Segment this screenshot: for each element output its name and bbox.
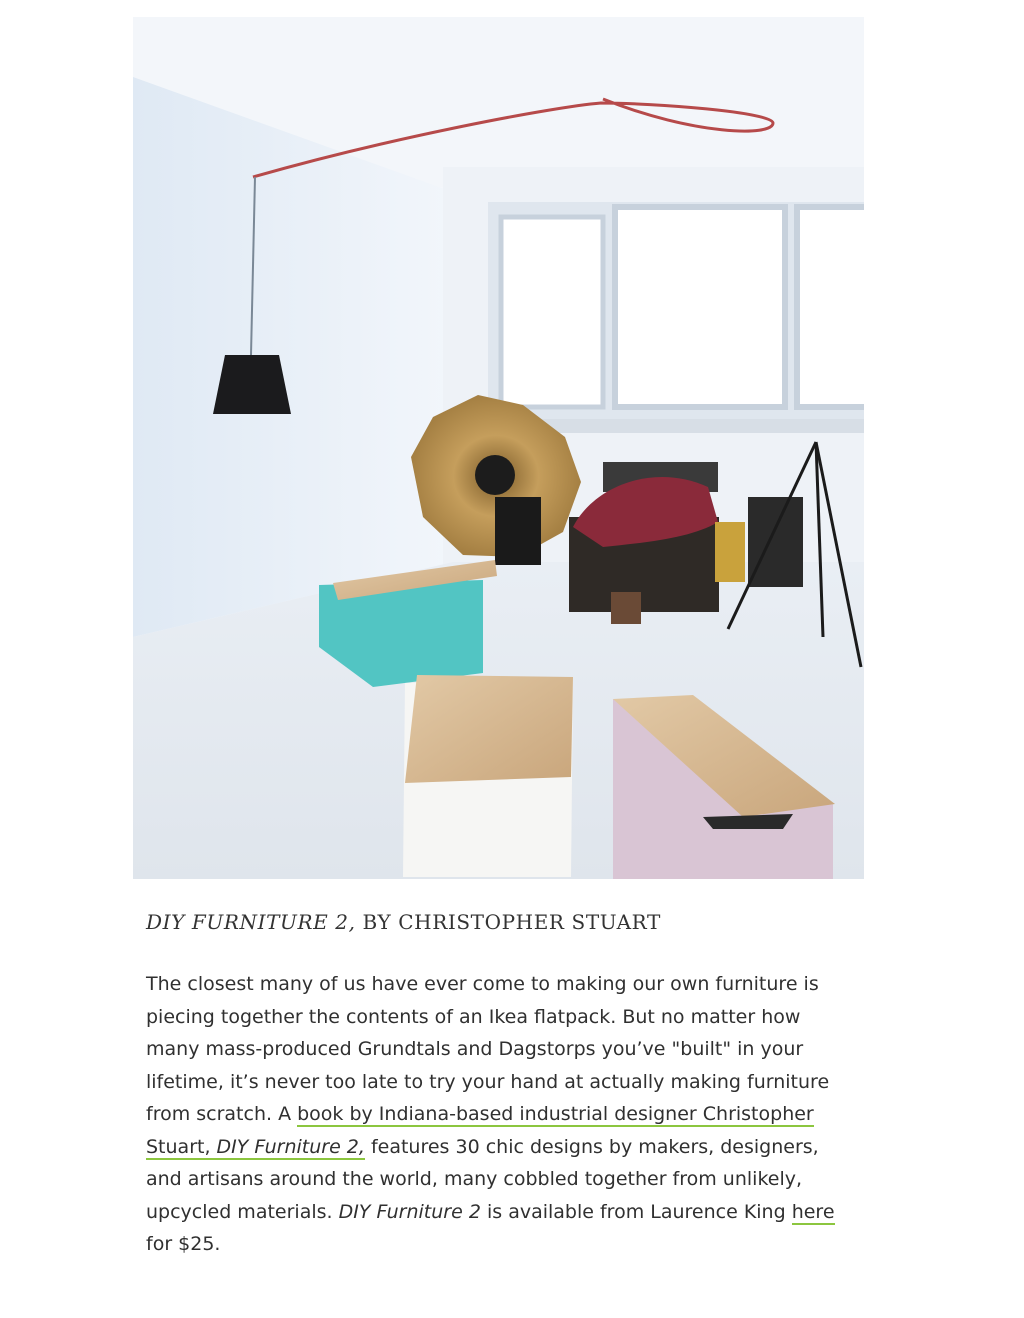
photo-caption xyxy=(146,906,866,938)
book-link-title: DIY Furniture 2, xyxy=(216,1135,365,1158)
paragraph-part-1: The closest many of us have ever come to making our own furniture is piecing together the contents of an Ikea flatpack. But no matter how many mass-produced Grundtals and Dagstorps you’ve "built" in your lifetime, it’s never too late to try your hand at actually making furniture from scratch. A xyxy=(146,973,830,1125)
book-title-inline: DIY Furniture 2 xyxy=(338,1200,481,1223)
caption-book-title: DIY FURNITURE 2, xyxy=(146,910,356,934)
caption-byline: BY CHRISTOPHER STUART xyxy=(355,910,661,934)
hero-photo xyxy=(133,17,864,879)
article-paragraph xyxy=(146,968,858,1261)
paragraph-part-3: is available from Laurence King xyxy=(480,1200,792,1223)
here-link[interactable]: here xyxy=(791,1200,835,1223)
paragraph-part-4: for $25. xyxy=(146,1233,221,1255)
paragraph-part-2: features 30 chic designs by makers, designers, and artisans around the world, many cobbled together from unlikely, upcycled materials. xyxy=(146,1135,819,1223)
book-link-text: book by Indiana-based industrial designer Christopher Stuart, xyxy=(146,1103,814,1158)
